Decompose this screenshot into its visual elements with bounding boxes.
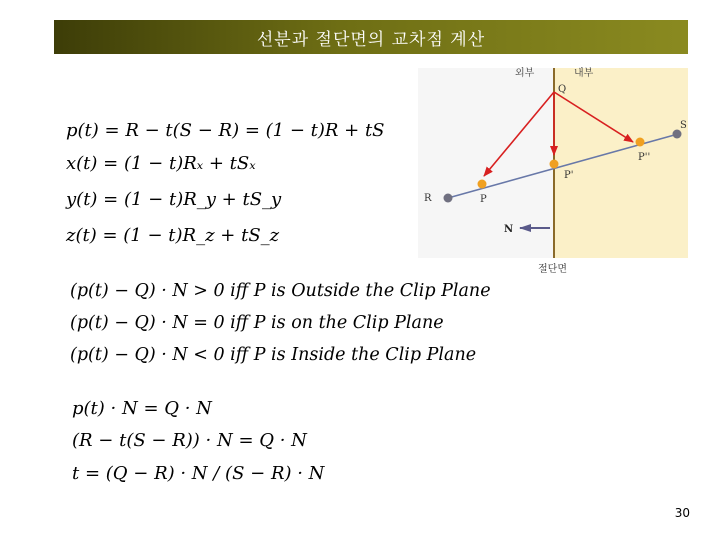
- label-s: S: [680, 120, 687, 131]
- outside-label: 외부: [515, 68, 535, 79]
- equation-on-plane-test: (p(t) − Q) · N = 0 iff P is on the Clip Plane: [70, 313, 444, 333]
- equation-dot-product: p(t) · N = Q · N: [72, 398, 212, 419]
- label-n: N: [504, 224, 514, 235]
- label-p-double-prime: P'': [638, 152, 651, 163]
- label-r: R: [424, 193, 432, 204]
- plane-label: 절단면: [538, 264, 567, 275]
- page-number: 30: [674, 506, 690, 520]
- slide-title: 선분과 절단면의 교차점 계산: [256, 29, 486, 50]
- title-bar: [54, 20, 688, 54]
- outside-region: [418, 68, 554, 258]
- label-p-prime: P': [564, 170, 574, 181]
- clip-plane-diagram: [418, 62, 690, 282]
- equation-inside-test: (p(t) − Q) · N < 0 iff P is Inside the Clip Plane: [70, 345, 477, 365]
- equation-y: y(t) = (1 − t)R_y + tS_y: [66, 189, 282, 210]
- label-p: P: [480, 194, 487, 205]
- equation-substitution: (R − t(S − R)) · N = Q · N: [72, 430, 307, 451]
- inside-label: 내부: [574, 68, 594, 79]
- point-p-prime: [550, 160, 559, 169]
- equation-t-solution: t = (Q − R) · N / (S − R) · N: [72, 463, 325, 484]
- equation-outside-test: (p(t) − Q) · N > 0 iff P is Outside the Clip Plane: [70, 281, 491, 301]
- equation-x: x(t) = (1 − t)Rₓ + tSₓ: [66, 153, 256, 174]
- point-p-double-prime: [636, 138, 645, 147]
- equation-line-param: p(t) = R − t(S − R) = (1 − t)R + tS: [66, 120, 385, 141]
- label-q: Q: [558, 84, 567, 95]
- point-r: [444, 194, 453, 203]
- equation-z: z(t) = (1 − t)R_z + tS_z: [66, 225, 280, 246]
- point-p: [478, 180, 487, 189]
